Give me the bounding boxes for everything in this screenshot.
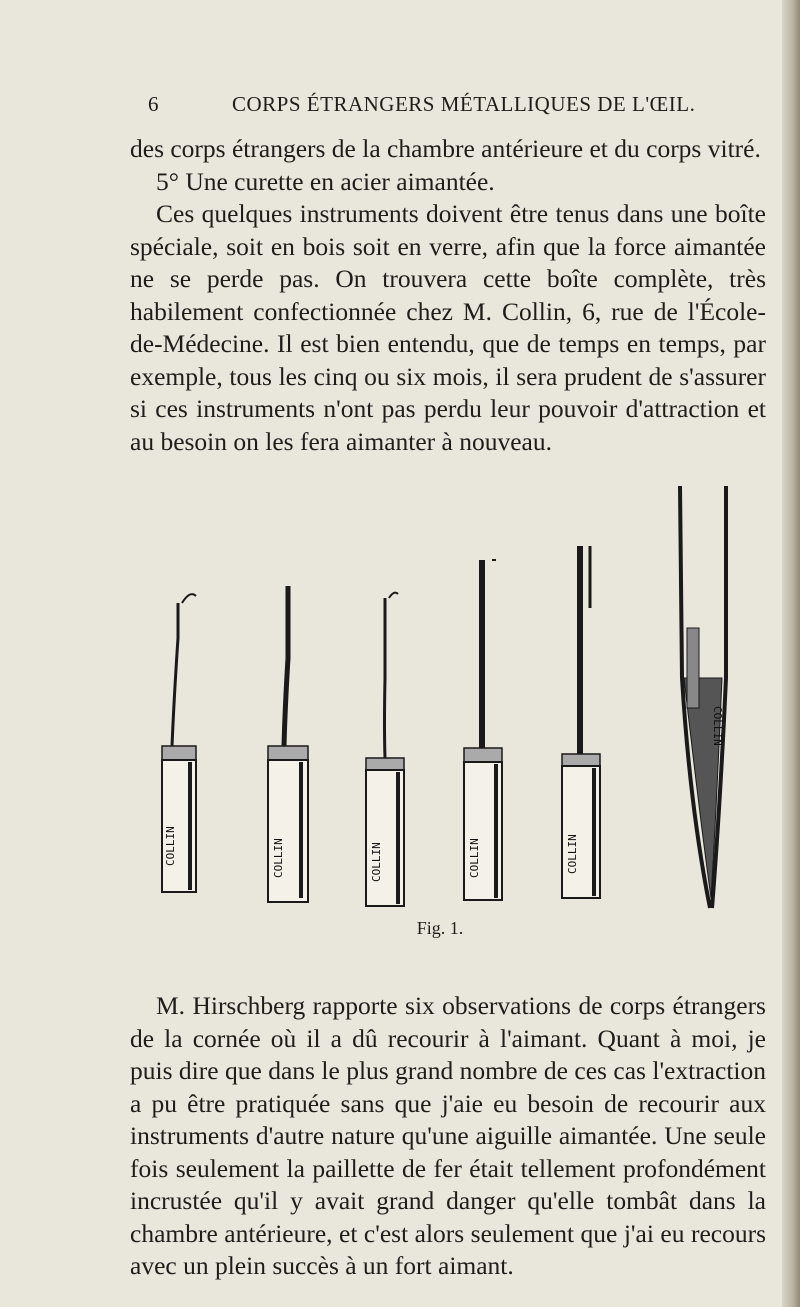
stamp-1: COLLIN xyxy=(164,826,177,866)
text-block-bottom xyxy=(130,990,766,1283)
instrument-6-forceps xyxy=(680,486,726,908)
stamp-3: COLLIN xyxy=(370,842,383,882)
stamp-5: COLLIN xyxy=(566,834,579,874)
instruments-illustration xyxy=(160,478,760,918)
figure-caption: Fig. 1. xyxy=(416,918,464,938)
running-title: CORPS ÉTRANGERS MÉTALLIQUES DE L'ŒIL. xyxy=(232,92,696,116)
stamp-6: COLLIN xyxy=(711,706,724,746)
page-number: 6 xyxy=(148,92,159,116)
figure-instruments xyxy=(160,478,760,948)
paragraph-continuation: des corps étrangers de la chambre antérieure et du corps vitré. xyxy=(130,134,761,163)
stamp-4: COLLIN xyxy=(468,838,481,878)
paragraph-hirschberg: M. Hirschberg rapporte six observations de corps étrangers de la cornée où il a dû recourir à l'aimant. Quant à moi, je puis dire que dans le plus grand nombre de ces cas l'extraction a pu être pratiquée sans que j'aie eu besoin de recourir aux instruments d'autre nature qu'une aiguille aimantée. Une seule fois seulement la paillette de fer était tellement profondément incrustée qu'il y avait grand danger qu'elle tombât dans la chambre antérieure, et c'est alors seulement que j'ai eu recours avec un plein succès à un fort aimant. xyxy=(130,991,766,1280)
paragraph-storage: Ces quelques instruments doivent être tenus dans une boîte spéciale, soit en bois soit en verre, afin que la force aimantée ne se perde pas. On trouvera cette boîte complète, très habilement confectionnée chez M. Collin, 6, rue de l'École-de-Médecine. Il est bien entendu, que de temps en temps, par exemple, tous les cinq ou six mois, il sera prudent de s'assurer si ces instruments n'ont pas perdu leur pouvoir d'attraction et au besoin on les fera aimanter à nouveau. xyxy=(130,199,766,456)
paragraph-list-item-5: 5° Une curette en acier aimantée. xyxy=(156,166,495,196)
page-edge-shadow xyxy=(782,0,800,1307)
text-block-top xyxy=(130,133,766,458)
stamp-2: COLLIN xyxy=(272,838,285,878)
